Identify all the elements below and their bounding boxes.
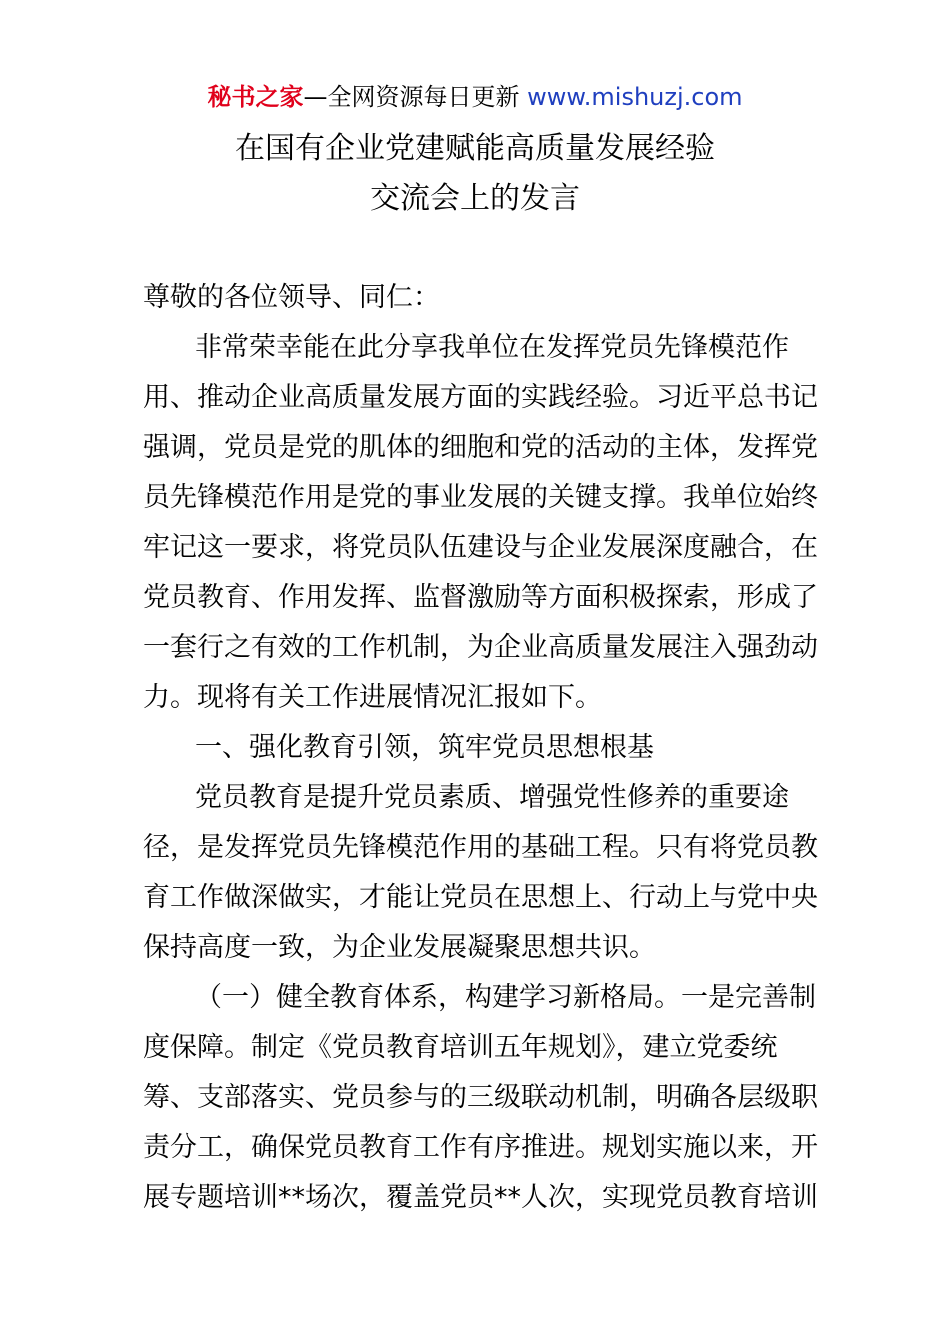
paragraph-line: 度保障。制定《党员教育培训五年规划》，建立党委统 [143,1032,778,1063]
paragraph-line: 一套行之有效的工作机制，为企业高质量发展注入强劲动 [143,632,818,663]
banner-brand: 秘书之家 [207,83,304,111]
document-body [143,273,818,1223]
document-title-line-1: 在国有企业党建赋能高质量发展经验 [235,131,715,166]
salutation: 尊敬的各位领导、同仁： [143,282,440,313]
site-banner [0,80,950,114]
paragraph-line: 员先锋模范作用是党的事业发展的关键支撑。我单位始终 [143,482,818,513]
subsection-line: （一）健全教育体系，构建学习新格局。一是完善制 [195,982,816,1013]
paragraph-line: 牢记这一要求，将党员队伍建设与企业发展深度融合，在 [143,532,818,563]
paragraph-line: 非常荣幸能在此分享我单位在发挥党员先锋模范作 [195,332,789,363]
paragraph-line: 党员教育是提升党员素质、增强党性修养的重要途 [195,782,789,813]
banner-tagline: —全网资源每日更新 [303,83,528,111]
paragraph-line: 径，是发挥党员先锋模范作用的基础工程。只有将党员教 [143,832,818,863]
paragraph-line: 强调，党员是党的肌体的细胞和党的活动的主体，发挥党 [143,432,818,463]
paragraph-line: 责分工，确保党员教育工作有序推进。规划实施以来，开 [143,1132,818,1163]
paragraph-line: 党员教育、作用发挥、监督激励等方面积极探索，形成了 [143,582,818,613]
paragraph-line: 育工作做深做实，才能让党员在思想上、行动上与党中央 [143,882,818,913]
paragraph-line: 筹、支部落实、党员参与的三级联动机制，明确各层级职 [143,1082,818,1113]
banner-site-link[interactable]: www.mishuzj.com [527,83,743,111]
document-title-line-2: 交流会上的发言 [370,181,580,216]
section-heading: 一、强化教育引领，筑牢党员思想根基 [195,732,654,763]
paragraph-line: 展专题培训**场次，覆盖党员**人次，实现党员教育培训 [143,1182,818,1213]
paragraph-line: 力。现将有关工作进展情况汇报如下。 [143,682,602,713]
paragraph-line: 保持高度一致，为企业发展凝聚思想共识。 [143,932,656,963]
paragraph-line: 用、推动企业高质量发展方面的实践经验。习近平总书记 [143,382,818,413]
